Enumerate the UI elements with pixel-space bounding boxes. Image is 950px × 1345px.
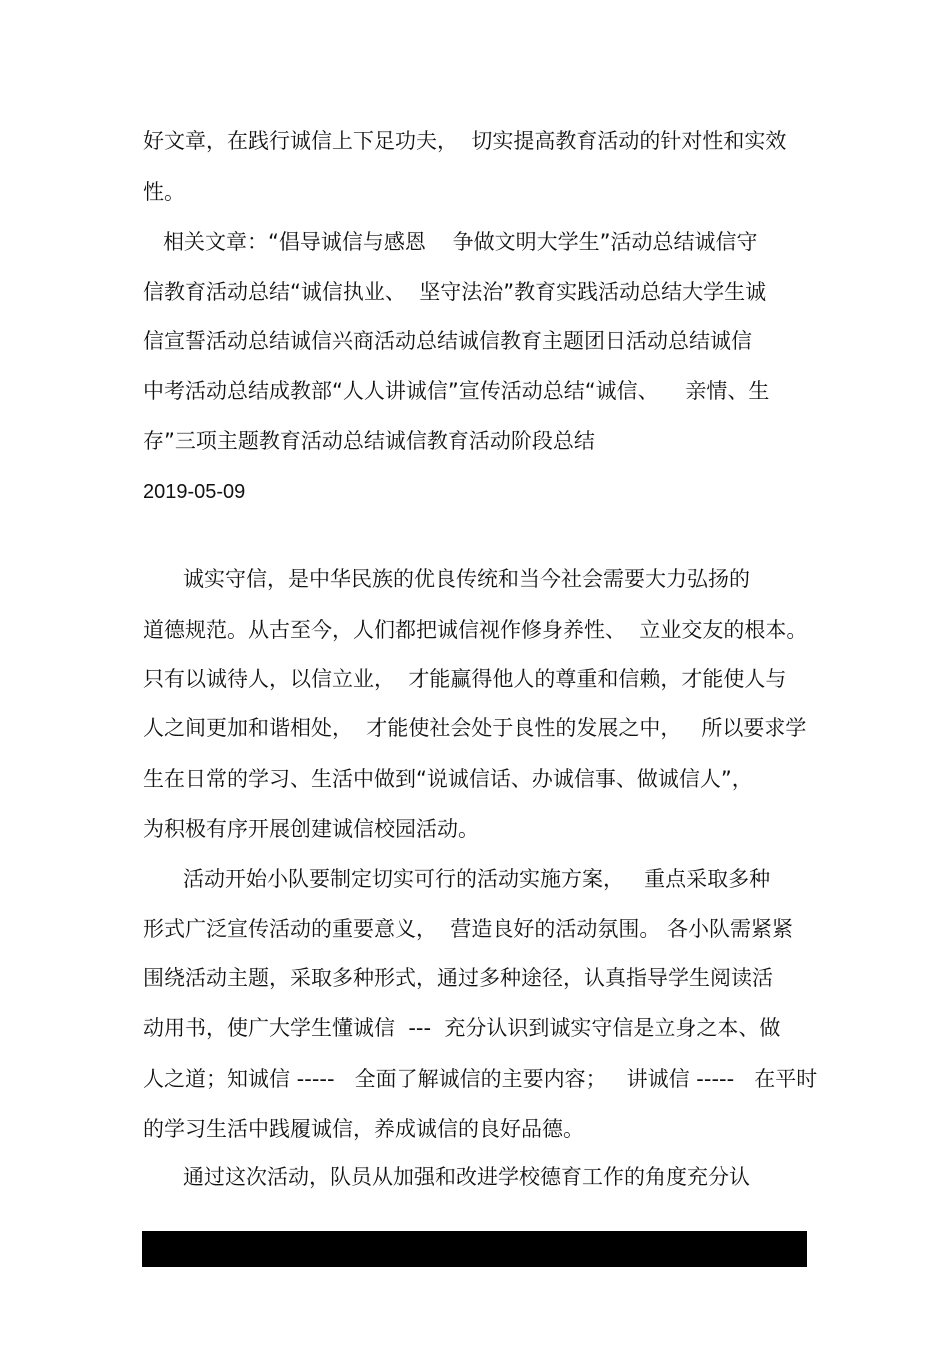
paragraph-2-line-4: 动用书，使广大学生懂诚信 --- 充分认识到诚实守信是立身之本、做 <box>143 1016 781 1040</box>
paragraph-1-line-2: 道德规范。从古至今，人们都把诚信视作修身养性、 立业交友的根本。 <box>143 618 808 642</box>
paragraph-2-line-1: 活动开始小队要制定切实可行的活动实施方案， 重点采取多种 <box>143 867 771 891</box>
paragraph-1-line-3: 只有以诚待人，以信立业， 才能赢得他人的尊重和信赖，才能使人与 <box>143 667 787 691</box>
paragraph-1-line-6: 为积极有序开展创建诚信校园活动。 <box>143 817 479 841</box>
paragraph-2-line-5: 人之道；知诚信 ----- 全面了解诚信的主要内容； 讲诚信 ----- 在平时 <box>143 1067 818 1091</box>
intro-line-2: 性。 <box>143 180 185 204</box>
related-line-4: 中考活动总结成教部“人人讲诚信”宣传活动总结“诚信、 亲情、生 <box>143 379 770 403</box>
paragraph-2-line-6: 的学习生活中践履诚信，养成诚信的良好品德。 <box>143 1117 584 1141</box>
paragraph-2-line-2: 形式广泛宣传活动的重要意义， 营造良好的活动氛围。 各小队需紧紧 <box>143 917 794 941</box>
intro-line-1: 好文章，在践行诚信上下足功夫， 切实提高教育活动的针对性和实效 <box>143 129 787 153</box>
paragraph-1-line-4: 人之间更加和谐相处， 才能使社会处于良性的发展之中， 所以要求学 <box>143 716 807 740</box>
redaction-bar <box>142 1231 807 1267</box>
paragraph-2-line-3: 围绕活动主题，采取多种形式，通过多种途径，认真指导学生阅读活 <box>143 966 773 990</box>
related-line-2: 信教育活动总结“诚信执业、 坚守法治”教育实践活动总结大学生诚 <box>143 280 767 304</box>
related-line-5: 存”三项主题教育活动总结诚信教育活动阶段总结 <box>143 429 595 453</box>
paragraph-1-line-1: 诚实守信，是中华民族的优良传统和当今社会需要大力弘扬的 <box>143 567 751 591</box>
related-line-1: 相关文章：“倡导诚信与感恩 争做文明大学生”活动总结诚信守 <box>143 230 758 254</box>
paragraph-3-line-1: 通过这次活动，队员从加强和改进学校德育工作的角度充分认 <box>143 1165 751 1189</box>
paragraph-1-line-5: 生在日常的学习、生活中做到“说诚信话、办诚信事、做诚信人”， <box>143 767 753 791</box>
publish-date: 2019-05-09 <box>143 481 246 503</box>
related-line-3: 信宣誓活动总结诚信兴商活动总结诚信教育主题团日活动总结诚信 <box>143 329 752 353</box>
